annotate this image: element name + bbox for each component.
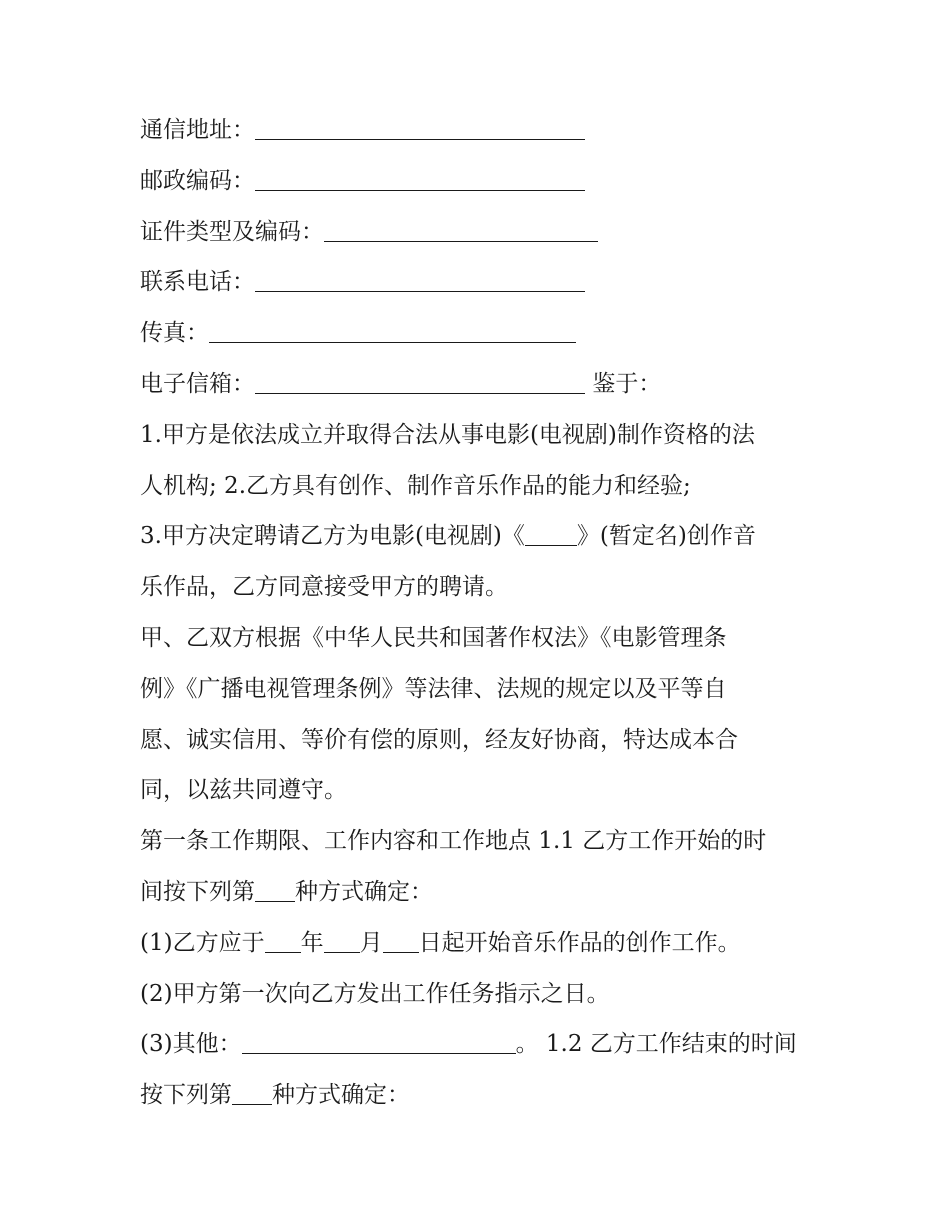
day-blank[interactable] <box>383 923 419 953</box>
address-line <box>140 108 820 159</box>
recital-1a: 1.甲方是依法成立并取得合法从事电影(电视剧)制作资格的法 <box>140 421 755 448</box>
fax-line <box>140 311 820 362</box>
option-1-line <box>140 921 820 972</box>
email-label: 电子信箱： <box>140 370 255 397</box>
option-3-post: 。 1.2 乙方工作结束的时间 <box>515 1031 797 1058</box>
month-blank[interactable] <box>324 923 360 953</box>
whereas-label: 鉴于： <box>592 370 662 397</box>
preamble-4: 同，以兹共同遵守。 <box>140 777 347 804</box>
start-method-post: 种方式确定： <box>295 878 433 905</box>
month-label: 月 <box>359 929 383 956</box>
email-blank[interactable] <box>255 364 585 394</box>
id-line <box>140 210 820 261</box>
start-method-blank[interactable] <box>255 872 295 902</box>
option-3-line <box>140 1022 820 1073</box>
recital-3a-pre: 3.甲方决定聘请乙方为电影(电视剧)《 <box>140 523 525 550</box>
start-method-pre: 间按下列第 <box>140 878 255 905</box>
film-title-blank[interactable] <box>525 516 577 546</box>
year-label: 年 <box>300 929 324 956</box>
option-2-line: (2)甲方第一次向乙方发出工作任务指示之日。 <box>140 980 610 1007</box>
phone-blank[interactable] <box>255 262 585 292</box>
phone-line <box>140 260 820 311</box>
recital-1b: 人机构; 2.乙方具有创作、制作音乐作品的能力和经验; <box>140 472 691 499</box>
document-body <box>140 108 820 1124</box>
id-blank[interactable] <box>324 212 598 242</box>
fax-blank[interactable] <box>209 313 576 343</box>
recital-3a-post: 》(暂定名)创作音 <box>576 523 756 550</box>
end-method-post: 种方式确定： <box>272 1082 410 1109</box>
address-label: 通信地址： <box>140 117 255 143</box>
postcode-blank[interactable] <box>255 161 585 191</box>
postcode-label: 邮政编码： <box>140 167 255 194</box>
email-line <box>140 362 820 413</box>
option-3-pre: (3)其他： <box>140 1031 242 1058</box>
option-1-pre: (1)乙方应于 <box>140 929 265 956</box>
year-blank[interactable] <box>265 923 301 953</box>
start-method-line <box>140 870 820 921</box>
phone-label: 联系电话： <box>140 269 255 296</box>
preamble-2: 例》《广播电视管理条例》等法律、法规的规定以及平等自 <box>140 675 727 702</box>
recital-3b: 乐作品，乙方同意接受甲方的聘请。 <box>140 574 508 601</box>
end-method-pre: 按下列第 <box>140 1082 232 1109</box>
option-1-post: 日起开始音乐作品的创作工作。 <box>418 929 741 956</box>
postcode-line <box>140 159 820 210</box>
fax-label: 传真： <box>140 320 209 347</box>
recital-3a <box>140 514 820 565</box>
id-label: 证件类型及编码： <box>140 218 324 245</box>
preamble-1: 甲、乙双方根据《中华人民共和国著作权法》《电影管理条 <box>140 624 727 651</box>
end-method-blank[interactable] <box>232 1075 272 1105</box>
end-method-line <box>140 1073 820 1124</box>
preamble-3: 愿、诚实信用、等价有偿的原则，经友好协商，特达成本合 <box>140 726 738 753</box>
other-blank[interactable] <box>242 1024 516 1054</box>
address-blank[interactable] <box>255 110 585 140</box>
article1-heading: 第一条工作期限、工作内容和工作地点 1.1 乙方工作开始的时 <box>140 828 767 855</box>
